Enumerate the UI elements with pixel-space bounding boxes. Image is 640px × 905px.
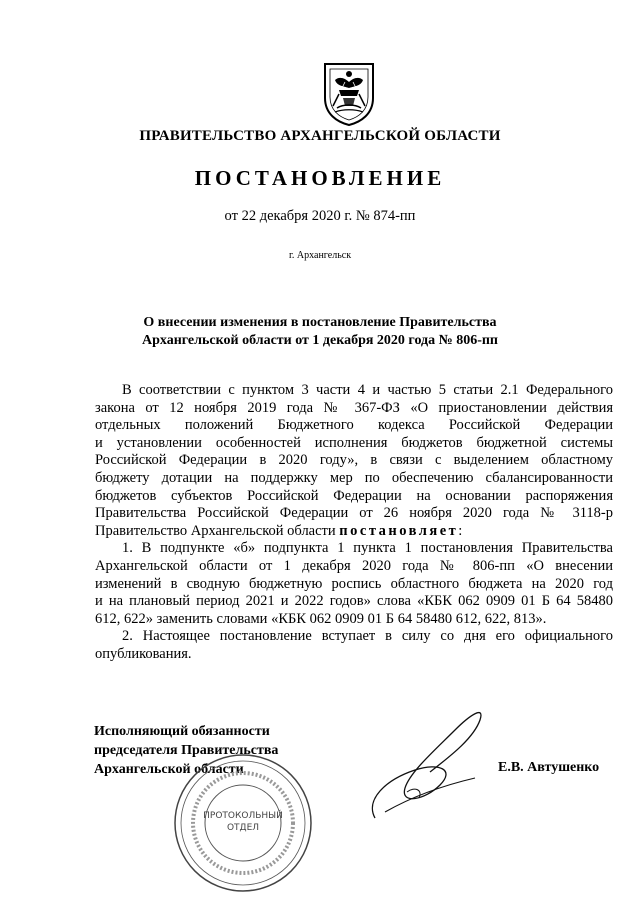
resolve-prefix: Правительство Архангельской области [95,522,340,539]
body-line: 2. Настоящее постановление вступает в силу со дня его официального [122,628,613,645]
svg-text:ОТДЕЛ: ОТДЕЛ [226,823,260,833]
resolve-suffix: : [458,522,463,539]
government-title: ПРАВИТЕЛЬСТВО АРХАНГЕЛЬСКОЙ ОБЛАСТИ [139,128,501,144]
resolve-keyword: постановляет [339,522,459,539]
body-line: и установлении особенностей исполнения бюджетов бюджетной системы [95,434,613,451]
body-line-resolve [95,523,613,541]
body-line: Российской Федерации в 2020 году», в связи с выделением областному [95,452,613,469]
signatory-name: Е.В. Автушенко [498,760,600,775]
decree-subject [90,314,550,350]
official-stamp [172,752,314,894]
body-line: закона от 12 ноября 2019 года № 367-ФЗ «О приостановлении действия [95,399,613,416]
body-line: Правительства Российской Федерации от 26 ноября 2020 года № 3118-р [95,505,613,522]
body-line: и на плановый период 2021 и 2022 годов» слова «КБК 062 0909 01 Б 64 58480 [95,593,613,610]
subject-line: Архангельской области от 1 декабря 2020 года № 806-пп [141,333,498,348]
decree-city: г. Архангельск [288,250,352,261]
subject-line: О внесении изменения в постановление Правительства [143,315,497,330]
body-line: бюджету дотации на поддержку мер по обеспечению сбалансированности [95,469,613,486]
body-line: 1. В подпункте «б» подпункта 1 пункта 1 постановления Правительства [122,540,613,557]
handwritten-signature [345,700,505,830]
signatory-title-line: председателя Правительства [94,743,279,758]
svg-text:ПРОТОКОЛЬНЫЙ: ПРОТОКОЛЬНЫЙ [203,811,283,821]
decree-date-number: от 22 декабря 2020 г. № 874-пп [224,208,416,224]
coat-of-arms-emblem [321,60,377,126]
signatory-title-line: Архангельской области [94,762,244,777]
body-line: изменений в сводную бюджетную роспись областного бюджета на 2020 год [95,575,613,592]
body-line: опубликования. [95,645,192,662]
body-line: В соответствии с пунктом 3 части 4 и частью 5 статьи 2.1 Федерального [122,382,613,398]
body-line: отдельных положений Бюджетного кодекса Российской Федерации [95,417,613,434]
document-type: ПОСТАНОВЛЕНИЕ [194,166,446,190]
signatory-title-line: Исполняющий обязанности [94,724,270,739]
body-line: 612, 622» заменить словами «КБК 062 0909 01 Б 64 58480 612, 622, 813». [95,610,547,627]
body-line: бюджетов субъектов Российской Федерации на основании распоряжения [95,487,613,504]
decree-body [95,382,613,664]
body-line: Архангельской области от 1 декабря 2020 года № 806-пп «О внесении [95,557,613,574]
